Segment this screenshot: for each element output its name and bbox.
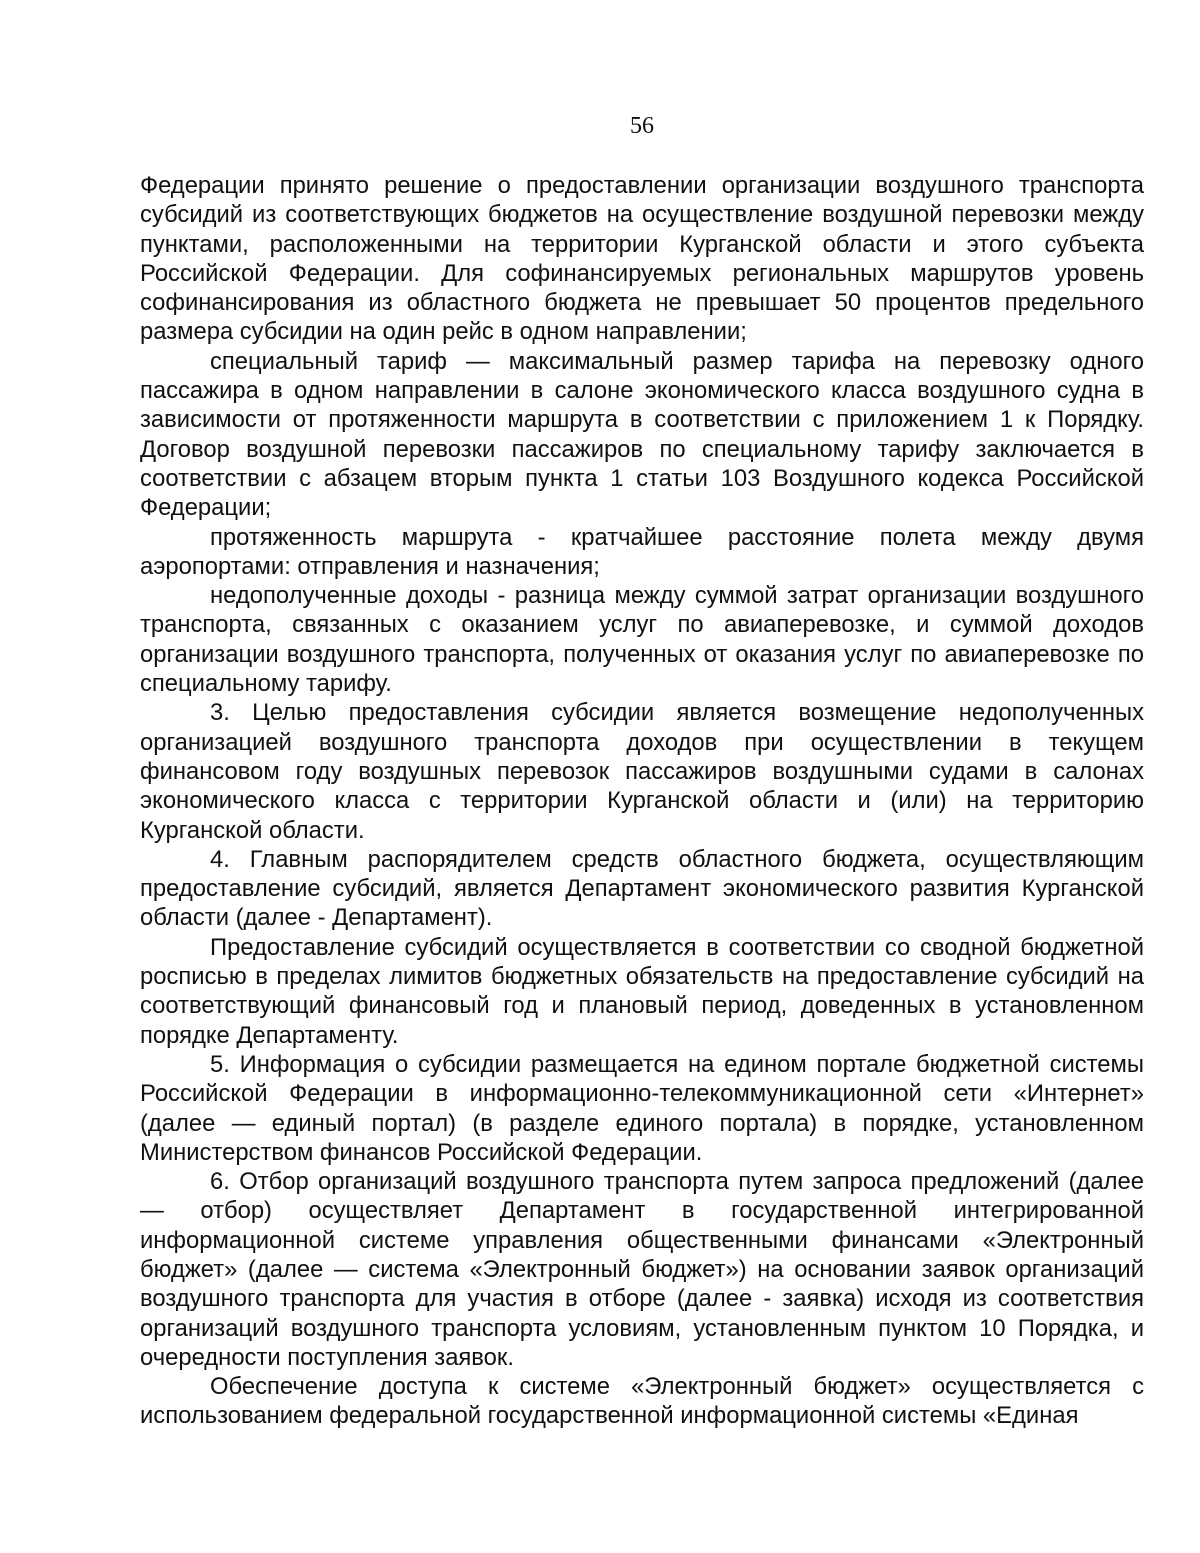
- paragraph-access: Обеспечение доступа к системе «Электронный бюджет» осуществляется с использованием федеральной государственной информационной системы «Единая: [140, 1373, 1144, 1430]
- paragraph-item-4: 4. Главным распорядителем средств областного бюджета, осуществляющим предоставление субсидий, является Департамент экономического развития Курганской области (далее - Департамент).: [140, 845, 1144, 932]
- paragraph-item-3: 3. Целью предоставления субсидии является возмещение недополученных организацией воздушного транспорта доходов при осуществлении в текущем финансовом году воздушных перевозок пассажиров воздушными судами в салонах экономического класса с территории Курганской области и (или) на территорию Курганской области.: [140, 699, 1144, 844]
- paragraph-subsidy-provision: Предоставление субсидий осуществляется в соответствии со сводной бюджетной росписью в пределах лимитов бюджетных обязательств на предоставление субсидий на соответствующий финансовый год и плановый период, доведенных в установленном порядке Департаменту.: [140, 933, 1144, 1049]
- paragraph-item-5: 5. Информация о субсидии размещается на едином портале бюджетной системы Российской Федерации в информационно-телекоммуникационной сети «Интернет» (далее — единый портал) (в разделе единого портала) в порядке, установленном Министерством финансов Российской Федерации.: [140, 1050, 1144, 1166]
- page-number: 56: [630, 113, 654, 139]
- paragraph-lost-income: недополученные доходы - разница между суммой затрат организации воздушного транспорта, связанных с оказанием услуг по авиаперевозке, и суммой доходов организации воздушного транспорта, полученных от оказания услуг по авиаперевозке по специальному тарифу.: [140, 582, 1144, 698]
- paragraph-route-length: протяженность маршрута - кратчайшее расстояние полета между двумя аэропортами: отправления и назначения;: [140, 523, 1144, 580]
- paragraph-item-6: 6. Отбор организаций воздушного транспорта путем запроса предложений (далее — отбор) осуществляет Департамент в государственной интегрированной информационной системе управления общественными финансами «Электронный бюджет» (далее — система «Электронный бюджет») на основании заявок организаций воздушного транспорта для участия в отборе (далее - заявка) исходя из соответствия организаций воздушного транспорта условиям, установленным пунктом 10 Порядка, и очередности поступления заявок.: [140, 1168, 1144, 1371]
- paragraph-special-tariff: специальный тариф — максимальный размер тарифа на перевозку одного пассажира в одном направлении в салоне экономического класса воздушного судна в зависимости от протяженности маршрута в соответствии с приложением 1 к Порядку. Договор воздушной перевозки пассажиров по специальному тарифу заключается в соответствии с абзацем вторым пункта 1 статьи 103 Воздушного кодекса Российской Федерации;: [140, 347, 1144, 522]
- paragraph-continued: Федерации принято решение о предоставлении организации воздушного транспорта субсидий из соответствующих бюджетов на осуществление воздушной перевозки между пунктами, расположенными на территории Курганской области и этого субъекта Российской Федерации. Для софинансируемых региональных маршрутов уровень софинансирования из областного бюджета не превышает 50 процентов предельного размера субсидии на один рейс в одном направлении;: [140, 172, 1144, 346]
- document-body: [140, 171, 1144, 1431]
